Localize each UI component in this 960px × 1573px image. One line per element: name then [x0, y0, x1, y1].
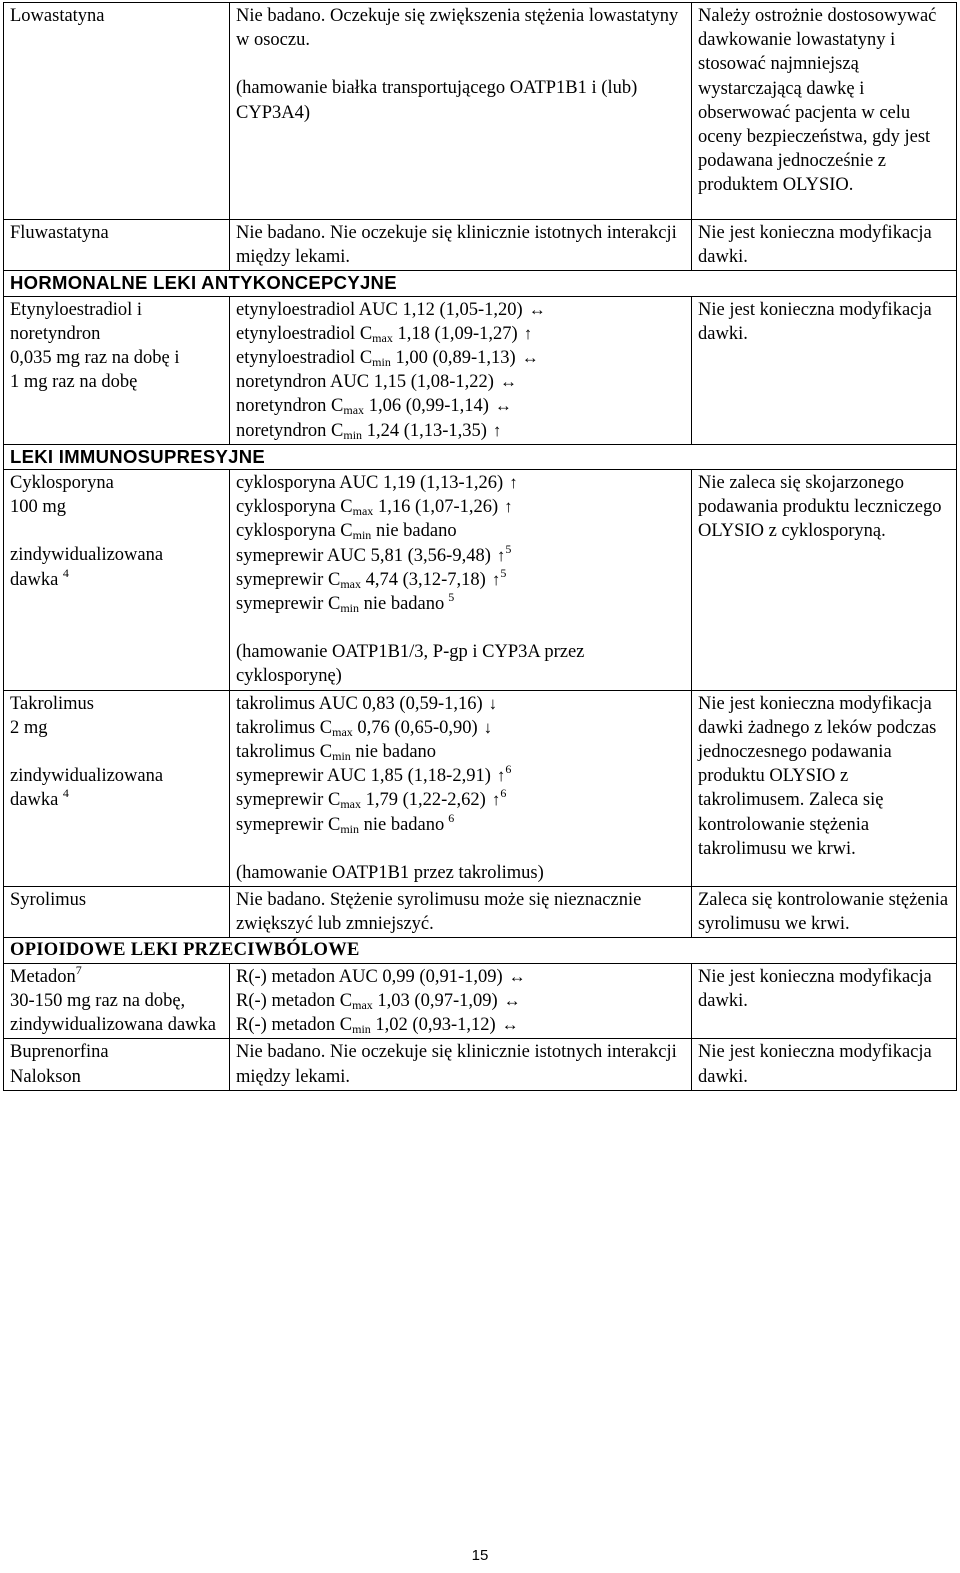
pk-subscript: min	[340, 821, 359, 836]
pk-value-text: 1,02 (0,93-1,12)	[370, 1015, 496, 1036]
arrow-left-right-icon: ↔	[508, 966, 526, 986]
recommendation-text: Nie jest konieczna modyfikacja dawki.	[698, 299, 932, 344]
drug-name: Lowastatyna	[10, 6, 105, 26]
drug-name: Syrolimus	[10, 890, 87, 911]
recommendation-text: Nie jest konieczna modyfikacja dawki żadnego z leków podczas jednoczesnego podawania produktu OLYSIO z takrolimusem. Zaleca się kontrolowanie stężenia takrolimusu we krwi.	[698, 693, 937, 859]
pk-parameter-text: symeprewir AUC 5,81 (3,56-9,48)	[236, 545, 491, 566]
arrow-up-icon: ↑	[504, 497, 513, 517]
pk-parameter-text: cyklosporyna C	[236, 521, 353, 542]
pk-parameter-line	[236, 692, 685, 716]
recommendation-cell	[692, 887, 957, 938]
pk-parameter-text: noretyndron C	[236, 420, 344, 441]
recommendation-cell	[692, 3, 957, 220]
pk-parameter-line	[236, 788, 685, 812]
arrow-up-icon: ↑	[496, 545, 506, 565]
pk-subscript: max	[340, 797, 361, 812]
section-row	[4, 938, 957, 963]
section-heading: HORMONALNE LEKI ANTYKONCEPCYJNE	[4, 271, 957, 296]
recommendation-text: Nie jest konieczna modyfikacja dawki.	[698, 1042, 932, 1087]
pk-parameter-text: etynyloestradiol AUC 1,12 (1,05-1,20)	[236, 299, 523, 320]
recommendation-text: Nie jest konieczna modyfikacja dawki.	[698, 966, 932, 1011]
drug-dose: 100 mg	[10, 497, 67, 518]
footnote-ref: 6	[448, 810, 455, 825]
arrow-left-right-icon: ↔	[521, 348, 539, 368]
pk-subscript: max	[352, 997, 373, 1012]
pk-parameter-line	[236, 989, 685, 1013]
table-row	[4, 220, 957, 271]
pk-subscript: min	[332, 749, 351, 764]
drug-name: Buprenorfina	[10, 1042, 109, 1063]
pk-parameter-text: takrolimus AUC 0,83 (0,59-1,16)	[236, 693, 483, 714]
drug-name: Cyklosporyna	[10, 473, 114, 494]
pk-parameter-line	[236, 1013, 685, 1037]
section-row	[4, 444, 957, 469]
pk-parameter-line	[236, 298, 685, 322]
pk-value-text: 1,03 (0,97-1,09)	[372, 990, 498, 1011]
effect-cell	[230, 1039, 692, 1090]
pk-value-text: nie badano	[350, 742, 437, 763]
pk-parameter-text: R(-) metadon C	[236, 1015, 353, 1036]
pk-parameter-line	[236, 471, 685, 495]
effect-cell	[230, 963, 692, 1039]
arrow-up-icon: ↑	[509, 473, 518, 493]
drug-cell	[4, 963, 230, 1039]
effect-text: Nie badano. Oczekuje się zwiększenia stężenia lowastatyny w osoczu.	[236, 6, 679, 51]
mechanism-note: (hamowanie OATP1B1 przez takrolimus)	[236, 862, 544, 883]
drug-cell	[4, 3, 230, 220]
pk-subscript: max	[352, 504, 374, 519]
section-heading: OPIOIDOWE LEKI PRZECIWBÓLOWE	[4, 938, 957, 963]
pk-subscript: min	[372, 355, 391, 370]
recommendation-cell	[692, 470, 957, 691]
arrow-left-right-icon: ↔	[494, 396, 512, 416]
effect-cell	[230, 690, 692, 886]
recommendation-cell	[692, 690, 957, 886]
drug-name: Metadon	[10, 966, 76, 987]
recommendation-cell	[692, 296, 957, 444]
effect-text: Nie badano. Nie oczekuje się klinicznie istotnych interakcji między lekami.	[236, 1042, 677, 1087]
arrow-down-icon: ↓	[488, 693, 498, 713]
footnote-ref: 7	[75, 962, 82, 977]
pk-value-text: nie badano	[358, 814, 445, 835]
pk-parameter-line	[236, 519, 685, 543]
pk-parameter-text: symeprewir C	[236, 594, 341, 615]
pk-value-text: 4,74 (3,12-7,18)	[360, 569, 486, 590]
drug-dose: zindywidualizowana	[10, 545, 164, 566]
pk-value-text: 1,24 (1,13-1,35)	[362, 420, 487, 441]
pk-parameter-text: R(-) metadon C	[236, 990, 353, 1011]
table-row	[4, 470, 957, 691]
pk-subscript: max	[340, 576, 361, 591]
arrow-down-icon: ↓	[483, 717, 493, 737]
pk-parameter-line	[236, 495, 685, 519]
drug-name: noretyndron	[10, 323, 101, 344]
pk-parameter-line	[236, 394, 685, 418]
footnote-ref: 5	[448, 590, 455, 605]
arrow-up-icon: ↑	[491, 569, 501, 589]
effect-cell	[230, 470, 692, 691]
effect-text: Nie badano. Nie oczekuje się klinicznie istotnych interakcji między lekami.	[236, 223, 677, 268]
pk-parameter-line	[236, 370, 685, 394]
drug-dose: dawka	[10, 790, 59, 811]
pk-parameter-line	[236, 346, 685, 370]
pk-parameter-text: symeprewir C	[236, 790, 341, 811]
table-row	[4, 887, 957, 938]
pk-parameter-line	[236, 965, 685, 989]
table-row	[4, 1039, 957, 1090]
section-row	[4, 271, 957, 296]
pk-parameter-line	[236, 419, 685, 443]
drug-cell	[4, 690, 230, 886]
pk-value-text: nie badano	[371, 521, 457, 542]
pk-parameter-text: symeprewir AUC 1,85 (1,18-2,91)	[236, 766, 491, 787]
drug-dose: 2 mg	[10, 717, 48, 738]
pk-parameter-text: etynyloestradiol C	[236, 348, 373, 369]
pk-parameter-line	[236, 740, 685, 764]
table-row	[4, 296, 957, 444]
pk-value-text: 1,00 (0,89-1,13)	[390, 348, 516, 369]
drug-dose: dawka	[10, 569, 59, 590]
footnote-ref: 6	[505, 762, 512, 777]
pk-value-text: 1,18 (1,09-1,27)	[392, 323, 518, 344]
drug-dose: 30-150 mg raz na dobę, zindywidualizowana dawka	[10, 990, 216, 1036]
pk-parameter-line	[236, 592, 685, 616]
table-row	[4, 3, 957, 220]
pk-subscript: max	[343, 403, 365, 418]
arrow-left-right-icon: ↔	[501, 1015, 519, 1035]
effect-cell	[230, 296, 692, 444]
drug-cell	[4, 1039, 230, 1090]
pk-value-text: 1,79 (1,22-2,62)	[360, 790, 486, 811]
drug-name: Fluwastatyna	[10, 223, 109, 243]
footnote-ref: 5	[500, 565, 507, 580]
arrow-left-right-icon: ↔	[528, 299, 546, 319]
drug-name: Etynyloestradiol i	[10, 299, 143, 320]
page-number: 15	[471, 1547, 489, 1564]
pk-parameter-text: noretyndron AUC 1,15 (1,08-1,22)	[236, 372, 494, 393]
pk-parameter-text: R(-) metadon AUC 0,99 (0,91-1,09)	[236, 966, 503, 987]
arrow-left-right-icon: ↔	[503, 990, 521, 1010]
footnote-ref: 4	[62, 786, 69, 801]
mechanism-note: (hamowanie OATP1B1/3, P-gp i CYP3A przez cyklosporynę)	[236, 642, 585, 687]
pk-parameter-text: cyklosporyna AUC 1,19 (1,13-1,26)	[236, 473, 504, 494]
pk-value-text: 1,06 (0,99-1,14)	[364, 396, 489, 417]
interaction-table	[3, 2, 957, 1091]
pk-parameter-line	[236, 810, 685, 837]
pk-parameter-text: takrolimus C	[236, 742, 333, 763]
footnote-ref: 4	[62, 565, 69, 580]
arrow-up-icon: ↑	[523, 323, 533, 343]
drug-dose: 1 mg raz na dobę	[10, 372, 138, 393]
pk-parameter-text: symeprewir C	[236, 569, 341, 590]
pk-parameter-text: symeprewir C	[236, 814, 341, 835]
pk-subscript: max	[372, 330, 393, 345]
recommendation-text: Należy ostrożnie dostosowywać dawkowanie lowastatyny i stosować najmniejszą wystarczającą dawkę i obserwować pacjenta w celu oceny bezpieczeństwa, gdy jest podawana jednocześnie z produktem OLYSIO.	[698, 6, 937, 196]
drug-cell	[4, 470, 230, 691]
drug-name: Nalokson	[10, 1066, 81, 1087]
drug-cell	[4, 887, 230, 938]
pk-subscript: min	[352, 528, 372, 543]
effect-cell	[230, 220, 692, 271]
drug-cell	[4, 296, 230, 444]
pk-value-text: nie badano	[358, 594, 445, 615]
pk-value-text: 1,16 (1,07-1,26)	[373, 497, 499, 518]
recommendation-cell	[692, 220, 957, 271]
drug-dose: zindywidualizowana	[10, 766, 164, 787]
arrow-up-icon: ↑	[491, 790, 501, 810]
section-heading: LEKI IMMUNOSUPRESYJNE	[4, 444, 957, 469]
drug-name: Takrolimus	[10, 693, 94, 714]
pk-parameter-line	[236, 716, 685, 740]
effect-text: Nie badano. Stężenie syrolimusu może się nieznacznie zwiększyć lub zmniejszyć.	[236, 890, 642, 935]
drug-dose: 0,035 mg raz na dobę i	[10, 348, 180, 369]
pk-subscript: min	[340, 601, 359, 616]
pk-parameter-line	[236, 322, 685, 346]
recommendation-cell	[692, 963, 957, 1039]
table-row	[4, 690, 957, 886]
pk-parameter-text: takrolimus C	[236, 717, 333, 738]
recommendation-text: Zaleca się kontrolowanie stężenia syrolimusu we krwi.	[698, 890, 949, 935]
pk-parameter-text: etynyloestradiol C	[236, 323, 373, 344]
recommendation-text: Nie zaleca się skojarzonego podawania produktu leczniczego OLYSIO z cyklosporyną.	[698, 473, 942, 542]
pk-value-text: 0,76 (0,65-0,90)	[352, 717, 478, 738]
footnote-ref: 5	[505, 541, 512, 556]
pk-parameter-line	[236, 565, 685, 592]
drug-cell	[4, 220, 230, 271]
effect-cell	[230, 887, 692, 938]
table-row	[4, 963, 957, 1039]
arrow-left-right-icon: ↔	[499, 372, 517, 392]
pk-parameter-line	[236, 764, 685, 788]
pk-parameter-text: noretyndron C	[236, 396, 344, 417]
recommendation-text: Nie jest konieczna modyfikacja dawki.	[698, 223, 932, 268]
arrow-up-icon: ↑	[492, 420, 502, 440]
pk-subscript: min	[343, 427, 363, 442]
recommendation-cell	[692, 1039, 957, 1090]
pk-parameter-text: cyklosporyna C	[236, 497, 353, 518]
pk-parameter-line	[236, 541, 685, 568]
mechanism-note: (hamowanie białka transportującego OATP1B1 i (lub) CYP3A4)	[236, 78, 638, 123]
footnote-ref: 6	[500, 786, 507, 801]
arrow-up-icon: ↑	[496, 766, 506, 786]
pk-subscript: min	[352, 1022, 371, 1037]
pk-subscript: max	[332, 724, 353, 739]
effect-cell	[230, 3, 692, 220]
